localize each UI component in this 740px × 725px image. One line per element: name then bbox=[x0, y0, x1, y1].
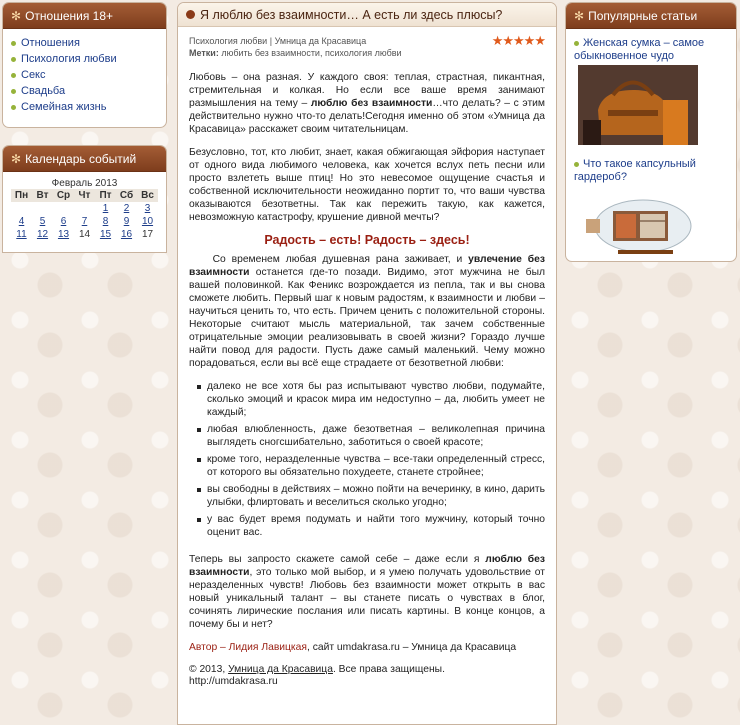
category-item[interactable]: Психология любви bbox=[11, 51, 166, 67]
tags-list[interactable]: любить без взаимности, психология любви bbox=[218, 48, 402, 58]
calendar-day: 14 bbox=[78, 229, 91, 240]
bullet-icon bbox=[11, 105, 16, 110]
calendar-day-link[interactable]: 6 bbox=[60, 216, 67, 227]
subheading: Радость – есть! Радость – здесь! bbox=[264, 233, 470, 247]
author-line: Автор – Лидия Лавицкая, сайт umdakrasa.ru – Умница да Красавица bbox=[189, 642, 517, 653]
list-item: вы свободны в действиях – можно пойти на вечеринку, в кино, дарить улыбки, флиртовать и веселиться сколько угодно; bbox=[197, 483, 545, 509]
calendar-title: Календарь событий bbox=[25, 152, 137, 166]
list-item: кроме того, неразделенные чувства – все-таки определенный стресс, от которого вы обязательно похудеете, станете стройнее; bbox=[197, 453, 545, 479]
calendar-day-link[interactable]: 12 bbox=[36, 229, 49, 240]
relations-title: Отношения 18+ bbox=[25, 9, 114, 23]
popular-item[interactable]: Что такое капсульный гардероб? bbox=[574, 158, 696, 183]
article-content bbox=[178, 27, 556, 688]
separator: | bbox=[267, 36, 275, 46]
bullet-icon bbox=[11, 41, 16, 46]
popular-item[interactable]: Женская сумка – самое обыкновенное чудо bbox=[574, 37, 705, 62]
category-item[interactable]: Отношения bbox=[11, 35, 166, 51]
weekday: Чт bbox=[74, 189, 95, 202]
calendar-day-link[interactable]: 4 bbox=[18, 216, 25, 227]
calendar-day: 17 bbox=[141, 229, 154, 240]
calendar-header bbox=[3, 146, 166, 172]
calendar-day-link[interactable]: 11 bbox=[16, 229, 27, 240]
category-link[interactable]: Умница да Красавица bbox=[274, 36, 367, 46]
weekday: Ср bbox=[53, 189, 74, 202]
calendar-day-link[interactable]: 5 bbox=[39, 216, 46, 227]
bullet-icon bbox=[11, 73, 16, 78]
weekday: Сб bbox=[116, 189, 137, 202]
snowflake-icon: ✻ bbox=[574, 9, 585, 23]
list-item: у вас будет время подумать и найти того мужчину, который точно оценит вас. bbox=[197, 513, 545, 539]
calendar-day-link[interactable]: 10 bbox=[141, 216, 154, 227]
calendar-month: Февраль 2013 bbox=[51, 178, 118, 189]
article-meta bbox=[189, 35, 545, 59]
paragraph: Любовь – она разная. У каждого своя: теплая, страстная, пикантная, стремительная и колкая. Но если все ваше время занимают размышления на тему – люблю без взаимности…что делать? – с этим действительно нужно что-то делать!Сегодня именно об этом «Умница да Красавица» расскажет своим читательницам. bbox=[189, 72, 545, 135]
calendar-day-link[interactable]: 13 bbox=[57, 229, 70, 240]
bullet-icon bbox=[574, 162, 579, 167]
calendar-widget bbox=[2, 145, 167, 253]
popular-header bbox=[566, 3, 736, 29]
list-item: любая влюбленность, даже безответная – великолепная причина выглядеть сногсшибательно, заботиться о своей красоте; bbox=[197, 423, 545, 449]
popular-title: Популярные статьи bbox=[588, 9, 698, 23]
relations-header bbox=[3, 3, 166, 29]
category-link[interactable]: Психология любви bbox=[189, 36, 268, 46]
paragraph: Теперь вы запросто скажете самой себе – даже если я люблю без взаимности, это только мой выбор, и я умею получать удовольствие от неразделенных чувств! Любовь без взаимности может открыть в вас новый уникальный талант – вы станете писать о чувствах в блог, сочинять лирические послания или писать картины. В конце концов, а почему бы и нет? bbox=[189, 554, 545, 630]
calendar-day-link[interactable]: 1 bbox=[102, 203, 109, 214]
paragraph: Со временем любая душевная рана заживает, и увлечение без взаимности останется где-то позади. Видимо, этот мужчина не был вашей половинкой. Как Феникс возрождается из пепла, так и вы снова сможете любить. Первый шаг к новым радостям, к взаимности и любви – научиться ценить то, что есть. Причем ценить с положительной стороны. Некоторые считают мысль материальной, так зачем собственные отрицательные эмоции реализовывать в своей жизни? Гораздо лучше найти повод для радости. Пусть даже самый маленький. Чему можно порадоваться, если вы всё еще страдаете от безответной любви: bbox=[189, 254, 545, 369]
calendar-day-link[interactable]: 2 bbox=[123, 203, 130, 214]
category-item[interactable]: Секс bbox=[11, 67, 166, 83]
weekday: Вт bbox=[32, 189, 53, 202]
relations-widget bbox=[2, 2, 167, 128]
category-item[interactable]: Семейная жизнь bbox=[11, 99, 166, 115]
weekday: Пн bbox=[11, 189, 32, 202]
tags-label: Метки: bbox=[189, 48, 219, 58]
article-header bbox=[178, 3, 556, 27]
calendar-day-link[interactable]: 16 bbox=[120, 229, 133, 240]
weekday: Вс bbox=[137, 189, 158, 202]
author-link[interactable]: Лидия Лавицкая bbox=[228, 642, 307, 653]
list-item: далеко не все хотя бы раз испытывают чувство любви, подумайте, сколько эмоций и красок мира им недоступно – да, любить умеет не каждый; bbox=[197, 380, 545, 419]
calendar-day-link[interactable]: 9 bbox=[123, 216, 130, 227]
snowflake-icon: ✻ bbox=[11, 152, 22, 166]
snowflake-icon: ✻ bbox=[11, 9, 22, 23]
article-panel bbox=[177, 2, 557, 725]
article-title: Я люблю без взаимности… А есть ли здесь плюсы? bbox=[200, 8, 503, 22]
site-link[interactable]: Умница да Красавица bbox=[228, 664, 333, 675]
category-item[interactable]: Свадьба bbox=[11, 83, 166, 99]
bullet-icon bbox=[574, 41, 579, 46]
calendar-table bbox=[11, 189, 158, 241]
calendar-day-link[interactable]: 3 bbox=[144, 203, 151, 214]
plus-list bbox=[189, 380, 545, 539]
paragraph: Безусловно, тот, кто любит, знает, какая обжигающая эйфория наступает от одного вида любимого человека, как хочется вслух петь песни или просто взлететь выше птиц! Но это невесомое ощущение счастья и собственной исключительности неожиданно портит то, что ваши чувства оказываются безответны. Так как пережить такую, как кажется, невозможную катастрофу, крушение дивной мечты? bbox=[189, 147, 545, 223]
rating-stars-icon[interactable]: ★★★★★ bbox=[491, 33, 545, 48]
popular-widget bbox=[565, 2, 737, 262]
site-url[interactable]: http://umdakrasa.ru bbox=[189, 676, 278, 687]
bullet-icon bbox=[11, 57, 16, 62]
copyright: © 2013, Умница да Красавица. Все права защищены. http://umdakrasa.ru bbox=[189, 664, 445, 687]
bullet-icon bbox=[11, 89, 16, 94]
calendar-day-link[interactable]: 15 bbox=[99, 229, 112, 240]
calendar-day-link[interactable]: 7 bbox=[81, 216, 88, 227]
calendar-day-link[interactable]: 8 bbox=[102, 216, 109, 227]
weekday: Пт bbox=[95, 189, 116, 202]
circle-bullet-icon bbox=[186, 10, 195, 19]
bottle-wardrobe-thumbnail-icon[interactable] bbox=[578, 186, 698, 262]
handbag-thumbnail-icon[interactable] bbox=[578, 65, 698, 145]
